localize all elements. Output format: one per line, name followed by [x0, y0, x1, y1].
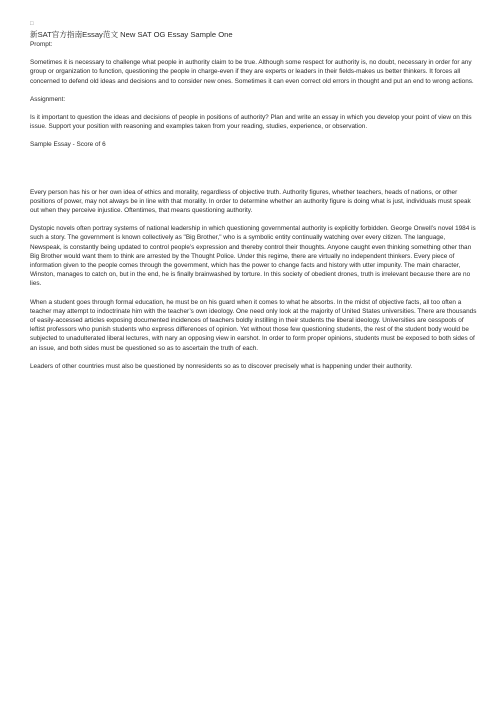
sample-essay-label: Sample Essay - Score of 6 [30, 141, 106, 149]
document-title: 新SAT官方指南Essay范文 New SAT OG Essay Sample One [30, 30, 233, 39]
prompt-label: Prompt: [30, 41, 53, 48]
page-marker: □ [30, 21, 34, 27]
assignment-text: Is it important to question the ideas and decisions of people in positions of authority? Plan and write an essay in which you develop your point of view on this issue. Support your position with reasoning and examples taken from your reading, studies, experience, or observation. [30, 114, 472, 131]
essay-paragraph: Leaders of other countries must also be questioned by nonresidents so as to discover precisely what is happening under their authority. [30, 362, 413, 370]
document-page [30, 20, 478, 371]
prompt-text: Sometimes it is necessary to challenge what people in authority claim to be true. Although some respect for authority is, no doubt, necessary in order for any group or organization to function, questioning the people in charge-even if they are experts or leaders in their fields-makes us better thinkers. It forces all concerned to defend old ideas and decisions and to consider new ones. Sometimes it can even correct old errors in thought and put an end to wrong actions. [30, 59, 474, 85]
essay-paragraph: Dystopic novels often portray systems of national leadership in which questioning governmental authority is explicitly forbidden. George Orwell’s novel 1984 is such a story. The government is known collectively as "Big Brother," who is a symbolic entity continually watching over every citizen. The language, Newspeak, is constantly being updated to control people’s expression and thereby control their thoughts. Anyone caught even thinking something other than Big Brother would want them to think are arrested by the Thought Police. Under this regime, there are virtually no independent thinkers. Every piece of information given to the people comes through the government, which has the power to change facts and history with utter impunity. The main character, Winston, manages to catch on, but in the end, he is finally brainwashed by torture. In this society of obedient drones, truth is irrelevant because there are no lies. [30, 225, 476, 288]
essay-paragraph: Every person has his or her own idea of ethics and morality, regardless of objective truth. Authority figures, whether teachers, heads of nations, or other positions of power, may not always be in line with that morality. In order to determine whether an authority figure is doing what is just, individuals must speak out when they perceive injustice. Oftentimes, that means questioning authority. [30, 188, 471, 215]
assignment-label: Assignment: [30, 95, 66, 103]
essay-paragraph: When a student goes through formal education, he must be on his guard when it comes to what he absorbs. In the midst of objective facts, all too often a teacher may attempt to indoctrinate him with the teacher’s own ideology. One need only look at the majority of United States universities. There are thousands of easily-accessed articles exposing documented incidences of teachers boldly instilling in their students the liberal ideology. Universities are cesspools of leftist professors who punish students who express differences of opinion. Yet without those few questioning students, the rest of the student body would be subjected to unadulterated liberal lectures, with nary an opposing view in earshot. In order to form proper opinions, students must be exposed to both sides of an issue, and both sides must be questioned so as to ascertain the truth of each. [30, 298, 477, 352]
